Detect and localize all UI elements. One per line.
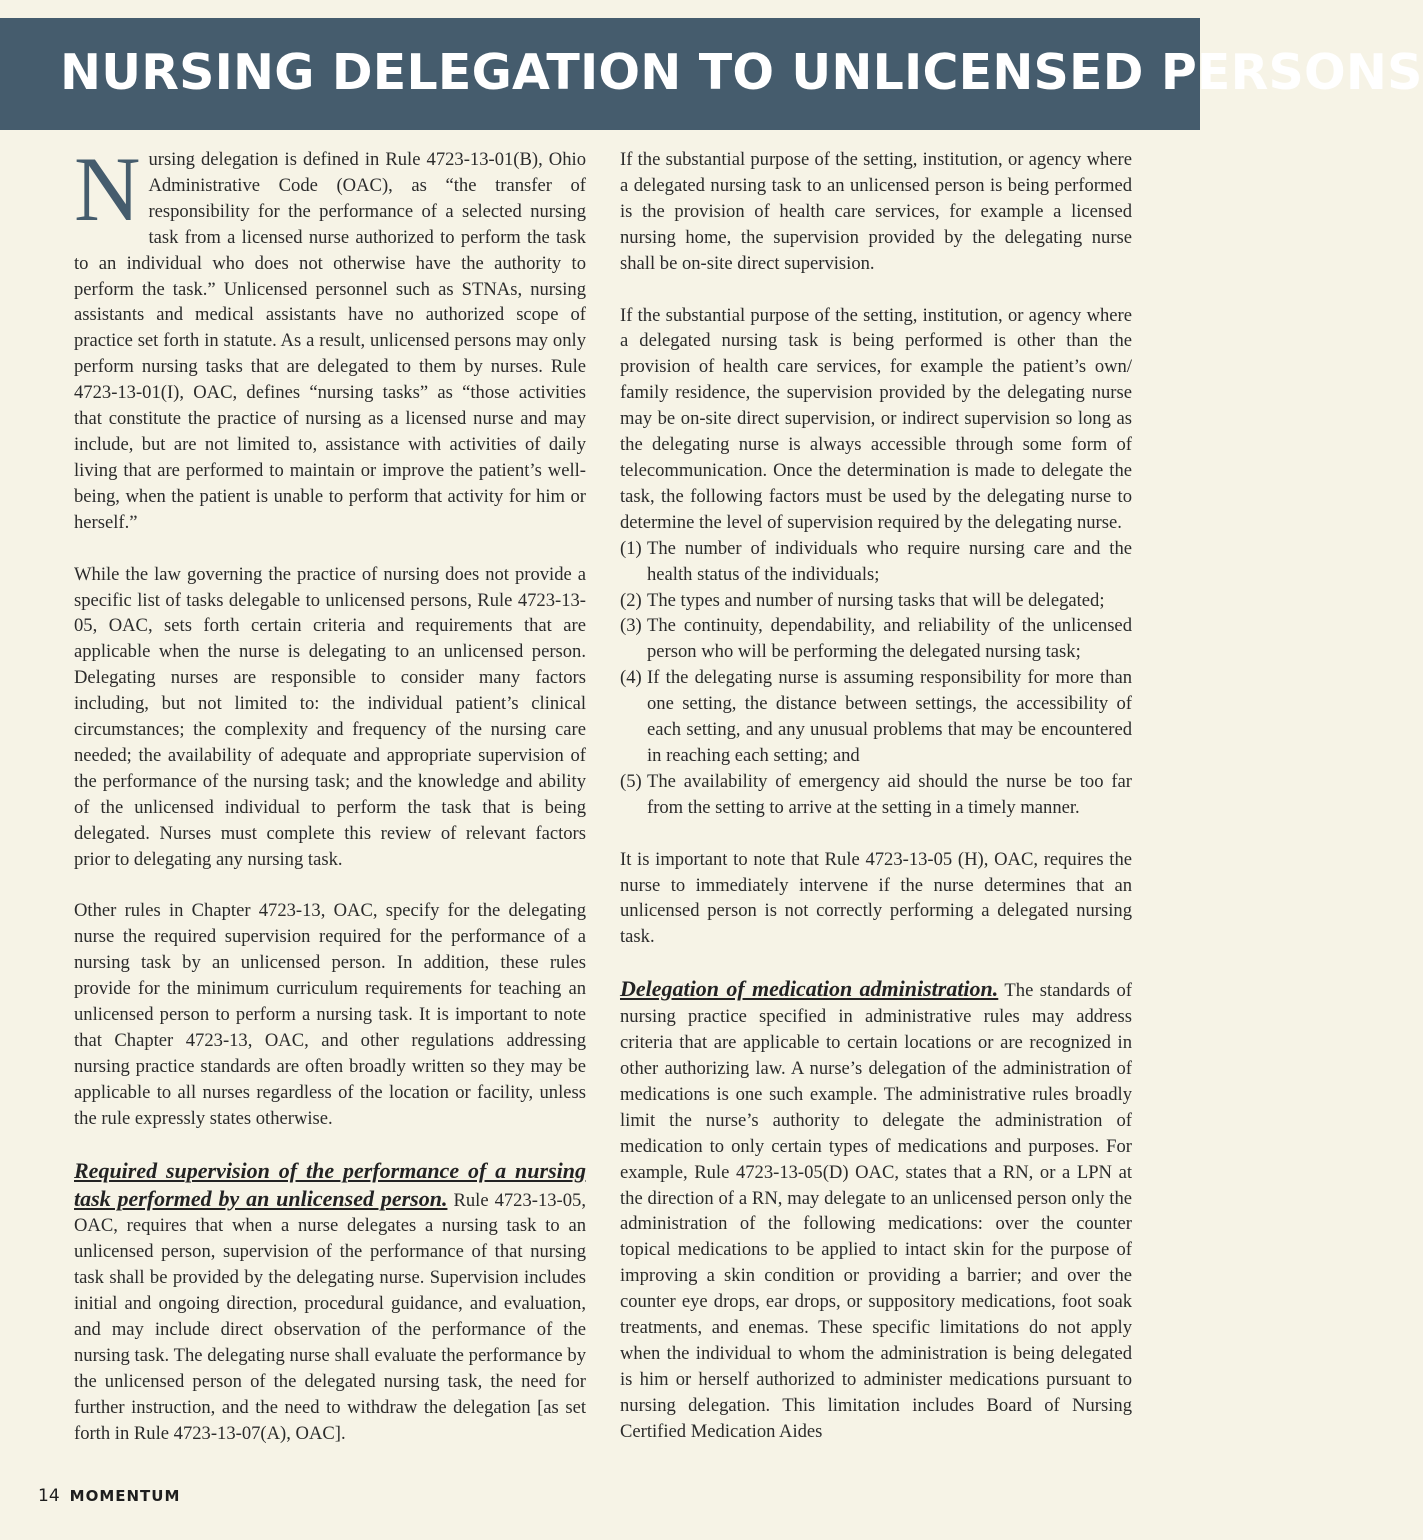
- title-banner: [0, 18, 1423, 130]
- list-item-number: (1): [620, 537, 642, 559]
- list-item-text: If the delegating nurse is assuming responsibility for more than one setting, the distance between settings, the accessibility of each setting, and any unusual problems that may be encountered in reaching each setting; and: [647, 667, 1132, 766]
- supervision-factors-list: [620, 536, 1132, 821]
- list-item-number: (4): [620, 667, 642, 689]
- list-item: [620, 665, 1132, 769]
- list-item: [620, 613, 1132, 665]
- right-column: [620, 147, 1132, 1471]
- rules-paragraph: Other rules in Chapter 4723-13, OAC, specify for the delegating nurse the required supervision required for the performance of a nursing task by an unlicensed person. In addition, these rules provide for the minimum curriculum requirements for teaching an unlicensed person to perform a nursing task. It is important to note that Chapter 4723-13, OAC, and other regulations addressing nursing practice standards are often broadly written so they may be applicable to all nurses regardless of the location or facility, unless the rule expressly states otherwise.: [74, 900, 586, 1129]
- medication-text: The standards of nursing practice specified in administrative rules may address criteria that are applicable to certain locations or are recognized in other authorizing law. A nurse’s delegation of the administration of medications is one such example. The administrative rules broadly limit the nurse’s authority to delegate the administration of medication to only certain types of medications and purposes. For example, Rule 4723-13-05(D) OAC, states that a RN, or a LPN at the direction of a RN, may delegate to an unlicensed person only the administration of the following medications: over the counter topical medications to be applied to intact skin for the purpose of improving a skin condition or providing a barrier; and over the counter eye drops, ear drops, or suppository medications, foot soak treatments, and enemas. These specific limitations do not apply when the individual to whom the administration is being delegated is him or herself authorized to administer medications pursuant to nursing delegation. This limitation includes Board of Nursing Certified Medication Aides: [620, 980, 1132, 1442]
- supervision-section: [74, 1158, 586, 1447]
- list-item-number: (2): [620, 589, 642, 611]
- list-item-number: (5): [620, 770, 642, 792]
- page-footer: [38, 1486, 180, 1506]
- supervision-heading: Required supervision of the performance of a nursing task performed by an unlicensed person.: [74, 1157, 586, 1211]
- list-item-text: The types and number of nursing tasks that will be delegated;: [647, 589, 1105, 611]
- drop-cap: N: [74, 138, 141, 240]
- health-care-setting-paragraph: If the substantial purpose of the setting, institution, or agency where a delegated nursing task to an unlicensed person is being performed is the provision of health care services, for example a licensed nursing home, the supervision provided by the delegating nurse shall be on-site direct supervision.: [620, 149, 1132, 274]
- magazine-name: MOMENTUM: [69, 1487, 181, 1505]
- medication-heading: Delegation of medication administration.: [620, 976, 999, 1002]
- left-column: [74, 138, 586, 1473]
- other-setting-paragraph: If the substantial purpose of the setting, institution, or agency where a delegated nursing task is being performed is other than the provision of health care services, for example the patient’s own/ family residence, the supervision provided by the delegating nurse may be on-site direct supervision, or indirect supervision so long as the delegating nurse is always accessible through some form of telecommunication. Once the determination is made to delegate the task, the following factors must be used by the delegating nurse to determine the level of supervision required by the delegating nurse.: [620, 304, 1132, 533]
- supervision-text: Rule 4723-13-05, OAC, requires that when a nurse delegates a nursing task to an unlicensed person, supervision of the performance of that nursing task shall be provided by the delegating nurse. Supervision includes initial and ongoing direction, procedural guidance, and evaluation, and may include direct observation of the performance of the nursing task. The delegating nurse shall evaluate the performance by the unlicensed person of the delegated nursing task, the need for further instruction, and the need to withdraw the delegation [as set forth in Rule 4723-13-07(A), OAC].: [74, 1189, 586, 1444]
- page-number: 14: [38, 1486, 60, 1506]
- page-title: NURSING DELEGATION TO UNLICENSED PERSONS: [60, 44, 1423, 101]
- list-item: [620, 536, 1132, 588]
- list-item-text: The number of individuals who require nursing care and the health status of the individuals;: [647, 537, 1132, 585]
- list-item: [620, 588, 1132, 614]
- list-item-text: The availability of emergency aid should the nurse be too far from the setting to arrive at the setting in a timely manner.: [647, 770, 1132, 818]
- intervene-paragraph: It is important to note that Rule 4723-13-05 (H), OAC, requires the nurse to immediately intervene if the nurse determines that an unlicensed person is not correctly performing a delegated nursing task.: [620, 848, 1132, 948]
- criteria-paragraph: While the law governing the practice of nursing does not provide a specific list of tasks delegable to unlicensed persons, Rule 4723-13-05, OAC, sets forth certain criteria and requirements that are applicable when the nurse is delegating to an unlicensed person. Delegating nurses are responsible to consider many factors including, but not limited to: the individual patient’s clinical circumstances; the complexity and frequency of the nursing care needed; the availability of adequate and appropriate supervision of the performance of the nursing task; and the knowledge and ability of the unlicensed individual to perform the task that is being delegated. Nurses must complete this review of relevant factors prior to delegating any nursing task.: [74, 563, 586, 870]
- medication-section: [620, 976, 1132, 1444]
- list-item-text: The continuity, dependability, and reliability of the unlicensed person who will be performing the delegated nursing task;: [647, 615, 1132, 663]
- list-item: [620, 769, 1132, 821]
- list-item-number: (3): [620, 615, 642, 637]
- intro-paragraph: [74, 138, 586, 536]
- intro-text: ursing delegation is defined in Rule 4723-13-01(B), Ohio Administrative Code (OAC), as “the transfer of responsibility for the performance of a selected nursing task from a licensed nurse authorized to perform the task to an individual who does not otherwise have the authority to perform the task.” Unlicensed personnel such as STNAs, nursing assistants and medical assistants have no authorized scope of practice set forth in statute. As a result, unlicensed persons may only perform nursing tasks that are delegated to them by nurses. Rule 4723-13-01(I), OAC, defines “nursing tasks” as “those activities that constitute the practice of nursing as a licensed nurse and may include, but are not limited to, assistance with activities of daily living that are performed to maintain or improve the patient’s well-being, when the patient is unable to perform that activity for him or herself.”: [74, 149, 586, 533]
